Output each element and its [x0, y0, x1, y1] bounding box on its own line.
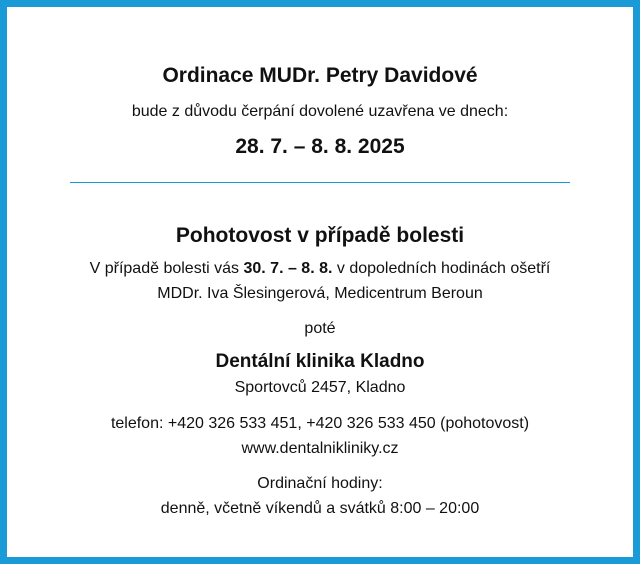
clinic-name: Dentální klinika Kladno — [215, 351, 425, 372]
practice-title: Ordinace MUDr. Petry Davidové — [162, 64, 478, 87]
emergency-line-1-prefix: V případě bolesti vás — [89, 260, 240, 277]
emergency-dates: 30. 7. – 8. 8. — [243, 260, 333, 277]
hours-label: Ordinační hodiny: — [257, 475, 383, 492]
closure-dates: 28. 7. – 8. 8. 2025 — [235, 135, 405, 158]
then-text: poté — [304, 320, 336, 337]
emergency-line-2: MDDr. Iva Šlesingerová, Medicentrum Beroun — [157, 285, 483, 302]
section-divider — [70, 182, 570, 183]
notice-content — [7, 7, 633, 557]
closure-subtitle: bude z důvodu čerpání dovolené uzavřena ve dnech: — [131, 103, 509, 120]
clinic-website[interactable]: www.dentalnikliniky.cz — [241, 440, 399, 457]
emergency-line-1 — [7, 260, 633, 278]
emergency-title: Pohotovost v případě bolesti — [175, 224, 465, 247]
clinic-phone: telefon: +420 326 533 451, +420 326 533 450 (pohotovost) — [110, 415, 530, 432]
opening-hours: denně, včetně víkendů a svátků 8:00 – 20:00 — [160, 500, 480, 517]
emergency-line-1-suffix: v dopoledních hodinách ošetří — [336, 260, 551, 277]
clinic-address: Sportovců 2457, Kladno — [234, 379, 406, 396]
